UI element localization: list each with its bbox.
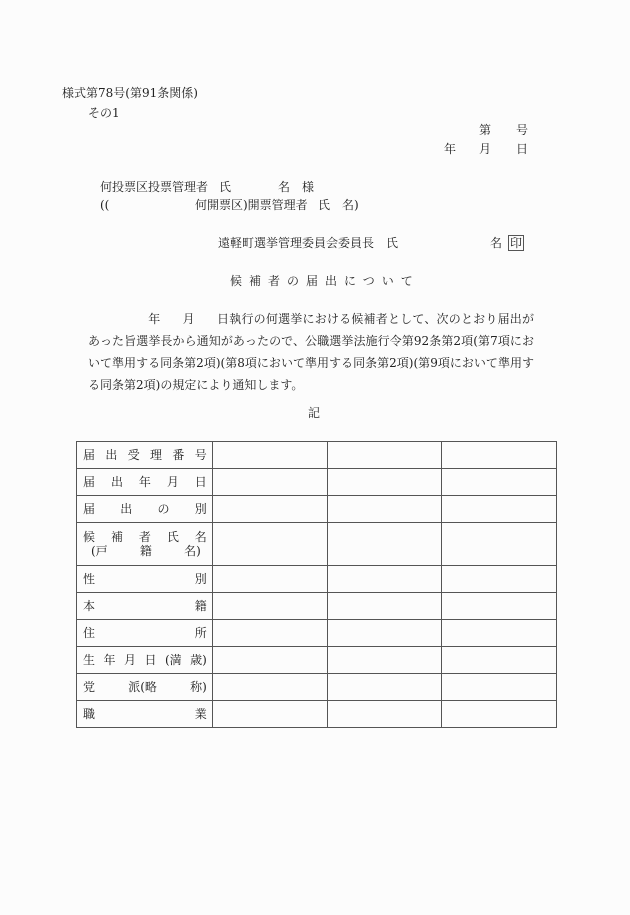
table-row (77, 496, 557, 523)
row-label-line (83, 530, 207, 544)
row-label-line (83, 626, 207, 640)
date-month: 月 (479, 142, 492, 156)
row-label-char: 年 (138, 475, 151, 489)
row-label-char: 受 (127, 448, 140, 462)
alt-addressee-title: 何開票区)開票管理者 (195, 198, 308, 212)
value-cell[interactable] (327, 496, 442, 523)
row-label-line (83, 475, 207, 489)
row-label (77, 496, 213, 523)
body-paragraph (88, 308, 534, 396)
row-label-char: 職 (83, 707, 96, 721)
row-label-char: 候 (83, 530, 96, 544)
form-number: 様式第78号(第91条関係) (62, 86, 198, 100)
row-label (77, 701, 213, 728)
value-cell[interactable] (442, 442, 557, 469)
subject-title: 候補者の届出について (230, 274, 420, 288)
row-label-char: 番 (172, 448, 185, 462)
row-label-line (83, 707, 207, 721)
value-cell[interactable] (327, 442, 442, 469)
value-cell[interactable] (212, 566, 327, 593)
row-label (77, 442, 213, 469)
row-label-char: 別 (194, 572, 207, 586)
value-cell[interactable] (327, 647, 442, 674)
row-label-char: 届 (83, 502, 96, 516)
row-label-char: 所 (194, 626, 207, 640)
row-label-char: 業 (194, 707, 207, 721)
sender-name-label-2 (490, 235, 524, 251)
row-label-char: 党 (83, 680, 96, 694)
addressee-name-label-2: 名 (278, 180, 291, 194)
row-label-char: 月 (166, 475, 179, 489)
value-cell[interactable] (212, 469, 327, 496)
row-label-line (83, 448, 207, 462)
seal-stamp-icon: 印 (510, 236, 523, 250)
date-year: 年 (444, 142, 457, 156)
date-day: 日 (516, 142, 529, 156)
sender-name-label-2-text: 名 (490, 236, 503, 250)
row-label-char: 生 (83, 653, 96, 667)
row-label-line (83, 502, 207, 516)
value-cell[interactable] (212, 593, 327, 620)
row-label-char: 理 (150, 448, 163, 462)
row-label-line (83, 680, 207, 694)
table-row (77, 566, 557, 593)
row-label-char: の (157, 502, 170, 516)
value-cell[interactable] (442, 593, 557, 620)
row-label-char: 届 (83, 448, 96, 462)
value-cell[interactable] (442, 674, 557, 701)
value-cell[interactable] (212, 701, 327, 728)
value-cell[interactable] (442, 496, 557, 523)
value-cell[interactable] (442, 469, 557, 496)
row-label (77, 647, 213, 674)
candidate-table (76, 441, 557, 728)
row-label-char: 出 (120, 502, 133, 516)
doc-number-suffix: 号 (516, 123, 529, 137)
row-label-char: 名 (194, 530, 207, 544)
table-row (77, 674, 557, 701)
row-label (77, 593, 213, 620)
table-row (77, 469, 557, 496)
row-label-char: (満 (164, 653, 182, 667)
row-label (77, 469, 213, 496)
row-label-char: 籍 (194, 599, 207, 613)
row-label-char: 届 (83, 475, 96, 489)
addressee-title: 何投票区投票管理者 (100, 180, 209, 194)
value-cell[interactable] (212, 496, 327, 523)
row-label-char: 者 (138, 530, 151, 544)
row-label-char: 称) (190, 680, 207, 694)
value-cell[interactable] (212, 523, 327, 566)
row-label (77, 523, 213, 566)
row-label (77, 620, 213, 647)
alt-addressee-open: (( (100, 198, 110, 212)
row-label-char: 年 (103, 653, 116, 667)
value-cell[interactable] (442, 566, 557, 593)
value-cell[interactable] (327, 523, 442, 566)
row-label (77, 566, 213, 593)
row-label-char: 別 (194, 502, 207, 516)
value-cell[interactable] (327, 620, 442, 647)
value-cell[interactable] (327, 674, 442, 701)
row-label-char: 住 (83, 626, 96, 640)
row-label (77, 674, 213, 701)
value-cell[interactable] (442, 523, 557, 566)
table-row (77, 523, 557, 566)
row-label-char: 日 (144, 653, 157, 667)
value-cell[interactable] (327, 566, 442, 593)
sender-title: 遠軽町選挙管理委員会委員長 (218, 236, 375, 250)
row-label-char: 日 (194, 475, 207, 489)
table-row (77, 593, 557, 620)
row-label-char: 性 (83, 572, 96, 586)
body-text: 日執行の何選挙における候補者として、次のとおり届出があった旨選挙長から通知があったので、公職選挙法施行令第92条第2項(第7項において準用する同条第2項)(第8項において準用する同条第2項)(第9項において準用する同条第2項)の規定により通知します。 (88, 312, 534, 392)
alt-addressee-name-label-2: 名) (342, 198, 359, 212)
value-cell[interactable] (327, 593, 442, 620)
addressee-honorific: 様 (302, 180, 315, 194)
row-label-char: 出 (110, 475, 123, 489)
addressee-name-label-1: 氏 (219, 180, 232, 194)
row-sublabel-char: (戸 (91, 544, 108, 558)
value-cell[interactable] (442, 620, 557, 647)
row-sublabel-char: 名) (184, 544, 201, 558)
row-label-char: 本 (83, 599, 96, 613)
table-row (77, 620, 557, 647)
subform-label: その1 (88, 106, 120, 120)
row-label-char: 派(略 (128, 680, 157, 694)
value-cell[interactable] (442, 701, 557, 728)
row-label-char: 出 (105, 448, 118, 462)
row-label-char: 歳) (190, 653, 207, 667)
value-cell[interactable] (212, 620, 327, 647)
doc-number-prefix: 第 (479, 123, 492, 137)
ki-heading: 記 (308, 406, 321, 420)
row-sublabel-char: 籍 (139, 544, 152, 558)
row-label-char: 号 (194, 448, 207, 462)
body-month: 月 (182, 312, 195, 326)
body-year: 年 (148, 312, 161, 326)
alt-addressee-name-label-1: 氏 (318, 198, 331, 212)
row-label-line (83, 599, 207, 613)
value-cell[interactable] (442, 647, 557, 674)
sender-name-label-1: 氏 (386, 236, 399, 250)
table-row (77, 647, 557, 674)
table-row (77, 442, 557, 469)
value-cell[interactable] (327, 701, 442, 728)
value-cell[interactable] (212, 442, 327, 469)
table-row (77, 701, 557, 728)
row-label-char: 月 (123, 653, 136, 667)
row-label-char: 補 (110, 530, 123, 544)
row-sublabel-line (83, 544, 207, 558)
row-label-char: 氏 (166, 530, 179, 544)
row-label-line (83, 653, 207, 667)
value-cell[interactable] (212, 674, 327, 701)
value-cell[interactable] (212, 647, 327, 674)
value-cell[interactable] (327, 469, 442, 496)
row-label-line (83, 572, 207, 586)
